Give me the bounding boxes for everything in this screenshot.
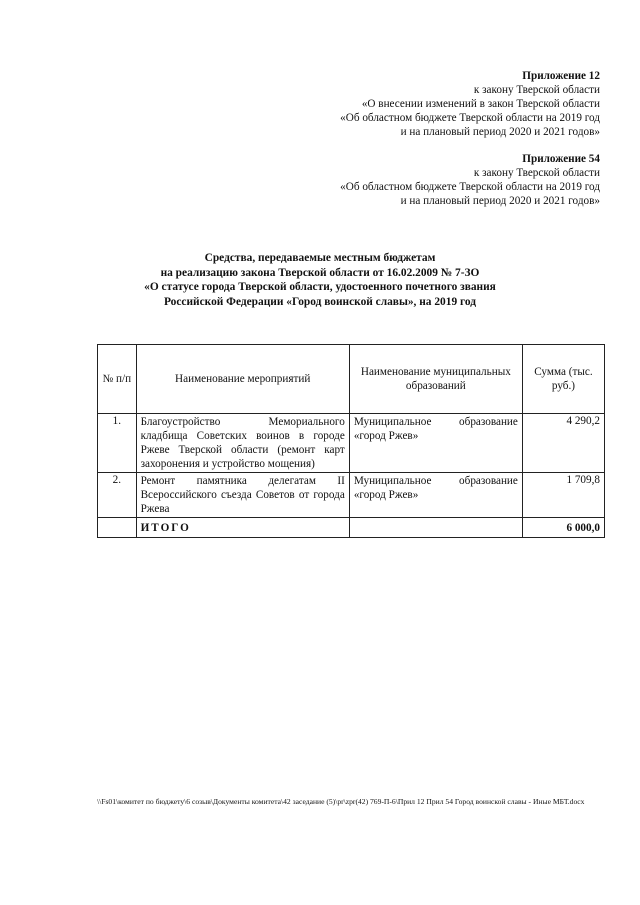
header-sum: Сумма (тыс. руб.)	[522, 345, 604, 414]
table-row	[98, 473, 605, 518]
row-sum: 1 709,8	[522, 473, 604, 518]
appendix-54-block	[340, 152, 600, 208]
row-num: 2.	[98, 473, 137, 518]
appendix-54-heading: Приложение 54	[522, 153, 600, 165]
row-sum: 4 290,2	[522, 414, 604, 473]
row-municipality: Муниципальное образование «город Ржев»	[349, 473, 522, 518]
total-municipality-cell	[349, 518, 522, 538]
appendix-54-line: «Об областном бюджете Тверской области на 2019 год	[340, 181, 600, 193]
appendix-12-line: к закону Тверской области	[473, 84, 600, 96]
funds-table	[97, 344, 605, 538]
table-header-row	[98, 345, 605, 414]
total-sum: 6 000,0	[522, 518, 604, 538]
title-line: на реализацию закона Тверской области от 16.02.2009 № 7-ЗО	[160, 266, 480, 279]
appendix-12-heading: Приложение 12	[522, 70, 600, 82]
row-name: Ремонт памятника делегатам II Всероссийского съезда Советов от города Ржева	[136, 473, 349, 518]
row-municipality: Муниципальное образование «город Ржев»	[349, 414, 522, 473]
title-line: Российской Федерации «Город воинской славы», на 2019 год	[164, 295, 476, 308]
appendix-12-line: «О внесении изменений в закон Тверской области	[361, 98, 600, 110]
header-municipality: Наименование муниципальных образований	[349, 345, 522, 414]
appendix-12-block	[340, 69, 600, 139]
row-name: Благоустройство Мемориального кладбища Советских воинов в городе Ржеве Тверской области (ремонт карт захоронения и устройство мощения)	[136, 414, 349, 473]
total-label: ИТОГО	[136, 518, 349, 538]
title-line: Средства, передаваемые местным бюджетам	[204, 252, 436, 264]
header-name: Наименование мероприятий	[136, 345, 349, 414]
table-row	[98, 414, 605, 473]
appendix-12-line: и на плановый период 2020 и 2021 годов»	[400, 126, 600, 138]
title-line: «О статусе города Тверской области, удостоенного почетного звания	[144, 281, 496, 293]
appendix-54-line: и на плановый период 2020 и 2021 годов»	[400, 195, 600, 207]
header-num: № п/п	[98, 345, 137, 414]
appendix-12-line: «Об областном бюджете Тверской области на 2019 год	[340, 112, 600, 124]
document-title	[60, 251, 580, 309]
total-row	[98, 518, 605, 538]
appendix-54-line: к закону Тверской области	[473, 167, 600, 179]
file-path-footer: \\Fs01\комитет по бюджету\6 созыв\Документы комитета\42 заседание (5)\pr\zpr(42) 769-П-6\Прил 12 Прил 54 Город воинской славы - Иные МБТ.docx	[97, 797, 585, 806]
total-num-cell	[98, 518, 137, 538]
row-num: 1.	[98, 414, 137, 473]
